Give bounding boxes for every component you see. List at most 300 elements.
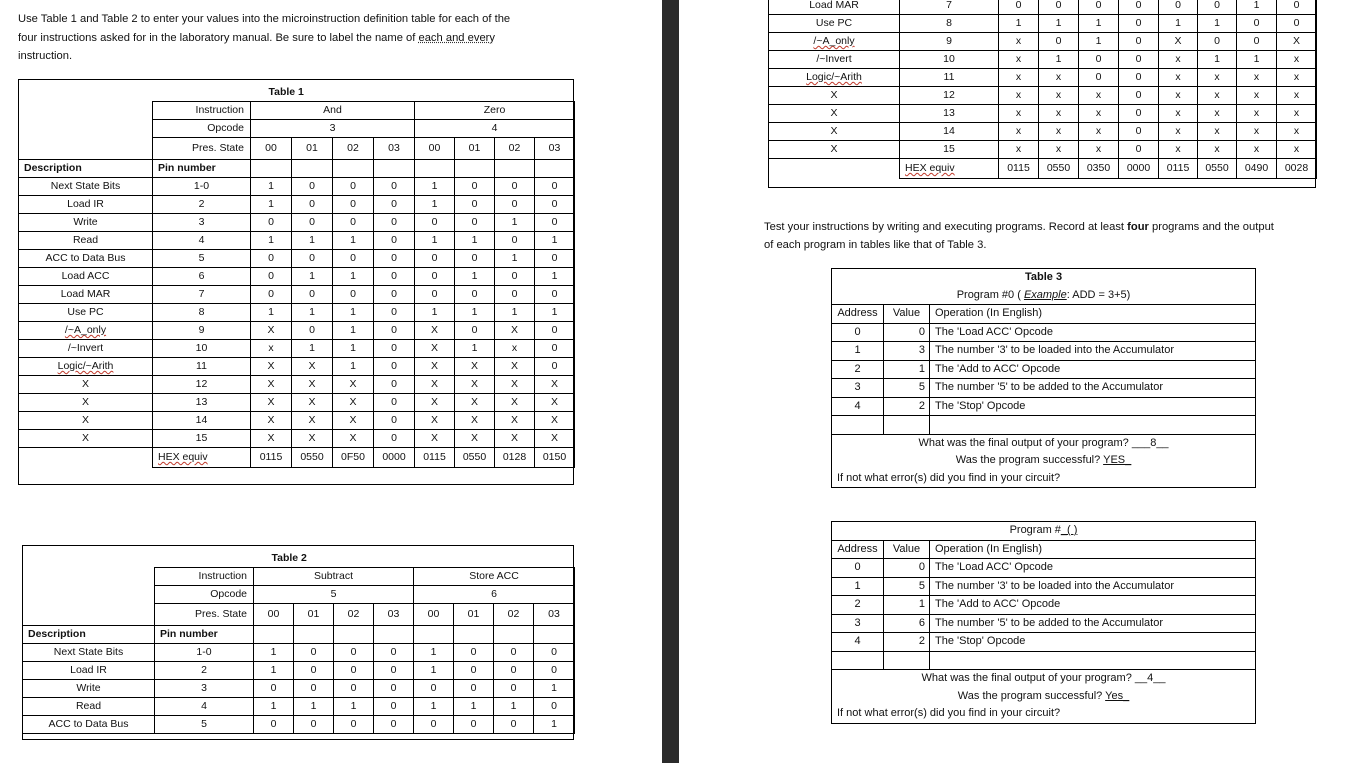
bit-value: 1 xyxy=(495,304,535,322)
hex-value: 0115 xyxy=(251,448,292,468)
bit-value: 0 xyxy=(454,680,494,698)
bit-value: 0 xyxy=(292,196,333,214)
bit-value: 0 xyxy=(535,322,575,340)
bit-value: 0 xyxy=(1119,69,1159,87)
bit-value: 1 xyxy=(333,340,374,358)
bit-value: 1 xyxy=(455,268,495,286)
bit-value: 0 xyxy=(495,268,535,286)
empty-cell xyxy=(374,160,415,178)
output-answer: ___8__ xyxy=(1131,436,1169,449)
program-title-row xyxy=(832,287,1256,305)
error-question: If not what error(s) did you find in your circuit? xyxy=(832,705,1256,723)
pin-number: 1-0 xyxy=(153,178,251,196)
bit-value: 1 xyxy=(333,358,374,376)
bit-value: x xyxy=(1159,87,1198,105)
instruction-name: And xyxy=(251,102,415,120)
bit-value: 0 xyxy=(455,214,495,232)
value-cell: 5 xyxy=(884,577,930,596)
bit-value: 1 xyxy=(999,15,1039,33)
table-continued xyxy=(768,0,1317,179)
bit-value: x xyxy=(999,87,1039,105)
bit-value: 0 xyxy=(334,662,374,680)
hex-value: 0550 xyxy=(455,448,495,468)
state-value: 02 xyxy=(495,138,535,160)
row-description-text: X xyxy=(81,432,89,444)
table-cell xyxy=(19,102,153,120)
hex-value: 0550 xyxy=(292,448,333,468)
program-table-2 xyxy=(831,521,1256,724)
bit-value: 0 xyxy=(374,394,415,412)
bit-value: x xyxy=(1198,105,1237,123)
empty-cell xyxy=(535,160,575,178)
bit-value: 1 xyxy=(1198,15,1237,33)
bit-value: X xyxy=(495,394,535,412)
program-row xyxy=(832,360,1256,379)
row-description-text: X xyxy=(830,89,838,101)
pin-number: 11 xyxy=(153,358,251,376)
table-cell xyxy=(19,84,153,102)
state-value: 01 xyxy=(292,138,333,160)
row-description xyxy=(19,250,153,268)
bit-value: 0 xyxy=(1119,141,1159,159)
intro-line-1: Use Table 1 and Table 2 to enter your values into the microinstruction definition table for each of the xyxy=(18,13,511,25)
bit-value: 0 xyxy=(334,644,374,662)
value-cell: 0 xyxy=(884,559,930,578)
bit-value: 1 xyxy=(455,304,495,322)
bit-value: 0 xyxy=(535,196,575,214)
bit-value: X xyxy=(333,394,374,412)
instruction-row xyxy=(23,568,575,586)
value-cell: 3 xyxy=(884,342,930,361)
bit-value: X xyxy=(415,358,455,376)
bit-value: 0 xyxy=(374,430,415,448)
table-cell xyxy=(155,550,254,568)
bit-value: 0 xyxy=(455,178,495,196)
bit-value: x xyxy=(1237,69,1277,87)
bit-value: 1 xyxy=(455,232,495,250)
bit-value: 0 xyxy=(415,268,455,286)
row-description-text: ACC to Data Bus xyxy=(48,718,129,730)
output-row xyxy=(832,434,1256,452)
bit-value: x xyxy=(1039,141,1079,159)
table-cell xyxy=(19,138,153,160)
bit-value: 0 xyxy=(251,214,292,232)
blank-row xyxy=(832,416,1256,435)
bit-value: x xyxy=(999,51,1039,69)
bit-value: X xyxy=(415,376,455,394)
bit-value: 0 xyxy=(535,214,575,232)
bit-value: X xyxy=(535,430,575,448)
pin-number: 6 xyxy=(153,268,251,286)
row-description xyxy=(19,304,153,322)
bit-value: 0 xyxy=(254,716,294,734)
table-cell xyxy=(23,568,155,586)
table-row xyxy=(19,412,575,430)
empty-cell xyxy=(254,626,294,644)
intro-paragraph xyxy=(18,10,578,66)
bit-value: X xyxy=(495,376,535,394)
row-description xyxy=(769,141,900,159)
bit-value: x xyxy=(999,33,1039,51)
bit-value: 0 xyxy=(254,680,294,698)
state-value: 00 xyxy=(415,138,455,160)
bit-value: 1 xyxy=(1079,15,1119,33)
table1 xyxy=(18,84,575,468)
instruction-row xyxy=(19,102,575,120)
row-description-text: Next State Bits xyxy=(50,180,121,192)
table-row xyxy=(23,662,575,680)
bit-value: 0 xyxy=(415,214,455,232)
bit-value: 1 xyxy=(251,232,292,250)
bit-value: X xyxy=(292,376,333,394)
bit-value: x xyxy=(1039,123,1079,141)
bit-value: 0 xyxy=(495,232,535,250)
pin-number: 8 xyxy=(900,15,999,33)
pin-number: 9 xyxy=(900,33,999,51)
bit-value: x xyxy=(1079,105,1119,123)
bit-value: 1 xyxy=(1159,15,1198,33)
bit-value: 1 xyxy=(294,698,334,716)
state-value: 02 xyxy=(333,138,374,160)
bit-value: 1 xyxy=(535,268,575,286)
success-question-text: Was the program successful? xyxy=(957,689,1106,702)
bit-value: x xyxy=(251,340,292,358)
para-line-2: of each program in tables like that of Table 3. xyxy=(764,239,987,251)
success-question xyxy=(832,688,1256,706)
bit-value: 1 xyxy=(334,698,374,716)
address-cell: 1 xyxy=(832,577,884,596)
row-description xyxy=(19,376,153,394)
bit-value: X xyxy=(455,394,495,412)
empty-cell xyxy=(534,626,575,644)
table-title-row xyxy=(19,84,575,102)
bit-value: x xyxy=(1198,141,1237,159)
error-row xyxy=(832,470,1256,488)
table-row xyxy=(19,340,575,358)
bit-value: 0 xyxy=(415,286,455,304)
bit-value: 0 xyxy=(374,716,414,734)
table-row xyxy=(19,178,575,196)
bit-value: x xyxy=(999,123,1039,141)
empty-cell xyxy=(884,651,930,670)
row-description-text: Read xyxy=(75,700,102,712)
table-cell xyxy=(153,84,251,102)
bit-value: x xyxy=(1277,105,1317,123)
bit-value: 0 xyxy=(1079,51,1119,69)
bit-value: 0 xyxy=(374,412,415,430)
bit-value: X xyxy=(415,430,455,448)
program-title-pre: Program # xyxy=(1009,524,1061,536)
state-value: 03 xyxy=(535,138,575,160)
bit-value: x xyxy=(1237,87,1277,105)
bit-value: 0 xyxy=(374,662,414,680)
address-cell: 4 xyxy=(832,397,884,416)
empty-cell xyxy=(292,160,333,178)
row-description xyxy=(23,644,155,662)
bit-value: 1 xyxy=(292,304,333,322)
bit-value: 0 xyxy=(1079,0,1119,15)
table-row xyxy=(19,304,575,322)
bit-value: 0 xyxy=(535,286,575,304)
intro-line-2-text: four instructions asked for in the laboratory manual. Be sure to label the name of xyxy=(18,31,419,44)
table-cell xyxy=(23,604,155,626)
bit-value: x xyxy=(1198,87,1237,105)
description-header: Description xyxy=(23,626,155,644)
table-row xyxy=(19,286,575,304)
bit-value: x xyxy=(1079,123,1119,141)
left-page xyxy=(0,0,662,763)
row-description xyxy=(769,51,900,69)
output-answer: __4__ xyxy=(1134,672,1166,684)
output-question xyxy=(832,670,1256,688)
bit-value: x xyxy=(1079,141,1119,159)
pin-number: 12 xyxy=(900,87,999,105)
program-row xyxy=(832,342,1256,361)
bit-value: 1 xyxy=(333,268,374,286)
program-row xyxy=(832,379,1256,398)
state-label: Pres. State xyxy=(153,138,251,160)
hex-row xyxy=(769,159,1317,179)
bit-value: X xyxy=(251,358,292,376)
value-cell: 1 xyxy=(884,360,930,379)
hex-value: 0F50 xyxy=(333,448,374,468)
success-question-text: Was the program successful? xyxy=(955,454,1104,466)
bit-value: 0 xyxy=(454,644,494,662)
hex-label xyxy=(900,159,999,179)
row-description-text: Load ACC xyxy=(61,270,110,282)
bit-value: 0 xyxy=(1119,87,1159,105)
instruction-name: Subtract xyxy=(254,568,414,586)
opcode-value: 3 xyxy=(251,120,415,138)
bit-value: 1 xyxy=(1237,51,1277,69)
opcode-row xyxy=(23,586,575,604)
opcode-row xyxy=(19,120,575,138)
bit-value: x xyxy=(1277,141,1317,159)
pin-number: 2 xyxy=(155,662,254,680)
bit-value: x xyxy=(999,69,1039,87)
row-description-text: Use PC xyxy=(67,306,104,318)
bit-value: 1 xyxy=(251,196,292,214)
operation-header: Operation (In English) xyxy=(930,305,1256,324)
error-row xyxy=(832,705,1256,723)
bit-value: 0 xyxy=(374,232,415,250)
bit-value: 0 xyxy=(292,250,333,268)
program-title-blank: _( ) xyxy=(1060,524,1078,536)
blank-row xyxy=(832,651,1256,670)
bit-value: 1 xyxy=(333,322,374,340)
bit-value: X xyxy=(292,430,333,448)
hex-value: 0000 xyxy=(374,448,415,468)
bit-value: 1 xyxy=(534,716,575,734)
bit-value: 0 xyxy=(495,196,535,214)
empty-cell xyxy=(251,160,292,178)
operation-cell: The 'Load ACC' Opcode xyxy=(930,559,1256,578)
bit-value: 0 xyxy=(1277,15,1317,33)
bit-value: X xyxy=(455,430,495,448)
bit-value: 0 xyxy=(999,0,1039,15)
pin-number: 10 xyxy=(900,51,999,69)
pin-number: 9 xyxy=(153,322,251,340)
row-description xyxy=(19,412,153,430)
program-row xyxy=(832,323,1256,342)
table-cell xyxy=(769,159,900,179)
state-value: 03 xyxy=(374,138,415,160)
table-row xyxy=(769,33,1317,51)
pin-number: 14 xyxy=(153,412,251,430)
state-row xyxy=(23,604,575,626)
row-description-text: Load MAR xyxy=(809,0,859,11)
pin-number: 15 xyxy=(153,430,251,448)
bit-value: 0 xyxy=(1159,0,1198,15)
bit-value: x xyxy=(1277,51,1317,69)
hex-value: 0115 xyxy=(1159,159,1198,179)
operation-cell: The number '5' to be added to the Accumulator xyxy=(930,614,1256,633)
state-row xyxy=(19,138,575,160)
table-title-row xyxy=(832,269,1256,287)
operation-cell: The 'Stop' Opcode xyxy=(930,633,1256,652)
empty-cell xyxy=(454,626,494,644)
operation-cell: The number '5' to be added to the Accumulator xyxy=(930,379,1256,398)
empty-cell xyxy=(832,651,884,670)
pin-number: 15 xyxy=(900,141,999,159)
address-cell: 3 xyxy=(832,614,884,633)
bit-value: 0 xyxy=(1237,15,1277,33)
bit-value: x xyxy=(1237,123,1277,141)
bit-value: x xyxy=(1237,105,1277,123)
row-description xyxy=(19,430,153,448)
table-title: Table 2 xyxy=(271,552,307,564)
state-value: 01 xyxy=(454,604,494,626)
bit-value: 0 xyxy=(374,214,415,232)
pin-number: 4 xyxy=(153,232,251,250)
value-cell: 6 xyxy=(884,614,930,633)
bit-value: 1 xyxy=(1237,0,1277,15)
bit-value: 0 xyxy=(455,250,495,268)
bit-value: 1 xyxy=(333,232,374,250)
bit-value: 0 xyxy=(292,178,333,196)
table-row xyxy=(19,322,575,340)
page-gap xyxy=(662,0,679,763)
table-row xyxy=(23,716,575,734)
bit-value: 0 xyxy=(455,322,495,340)
hex-value: 0128 xyxy=(495,448,535,468)
program-row xyxy=(832,559,1256,578)
success-row xyxy=(832,688,1256,706)
error-question: If not what error(s) did you find in your circuit? xyxy=(832,470,1256,488)
pin-header: Pin number xyxy=(153,160,251,178)
address-cell: 2 xyxy=(832,360,884,379)
hex-label xyxy=(153,448,251,468)
opcode-label: Opcode xyxy=(153,120,251,138)
table-row xyxy=(23,698,575,716)
row-description-text: X xyxy=(81,396,89,408)
row-description-text: X xyxy=(81,378,89,390)
bit-value: X xyxy=(415,322,455,340)
value-header: Value xyxy=(884,305,930,324)
bit-value: X xyxy=(495,430,535,448)
row-description xyxy=(769,0,900,15)
bit-value: 0 xyxy=(333,178,374,196)
bit-value: 1 xyxy=(254,698,294,716)
table-row xyxy=(769,69,1317,87)
bit-value: 1 xyxy=(455,340,495,358)
program-row xyxy=(832,577,1256,596)
bit-value: x xyxy=(999,141,1039,159)
bit-value: 0 xyxy=(333,286,374,304)
row-description-text: Write xyxy=(73,216,98,228)
hex-value: 0490 xyxy=(1237,159,1277,179)
pin-number: 1-0 xyxy=(155,644,254,662)
bit-value: 0 xyxy=(333,250,374,268)
bit-value: x xyxy=(1277,123,1317,141)
empty-cell xyxy=(333,160,374,178)
column-header-row xyxy=(832,540,1256,559)
output-question xyxy=(832,434,1256,452)
intro-line-3: instruction. xyxy=(18,50,73,62)
instruction-name: Zero xyxy=(415,102,575,120)
operation-cell: The number '3' to be loaded into the Accumulator xyxy=(930,577,1256,596)
bit-value: 1 xyxy=(534,680,575,698)
bit-value: 1 xyxy=(1039,15,1079,33)
pin-number: 7 xyxy=(900,0,999,15)
bit-value: X xyxy=(495,322,535,340)
row-description-text: Logic/~Arith xyxy=(57,360,114,372)
row-description xyxy=(769,87,900,105)
row-description-text: /~A_only xyxy=(64,324,107,336)
bit-value: 0 xyxy=(535,178,575,196)
bit-value: X xyxy=(333,430,374,448)
bit-value: X xyxy=(1159,33,1198,51)
table-row xyxy=(769,123,1317,141)
row-description xyxy=(19,196,153,214)
operation-header: Operation (In English) xyxy=(930,540,1256,559)
row-description xyxy=(19,178,153,196)
bit-value: 0 xyxy=(294,662,334,680)
bit-value: 0 xyxy=(1119,123,1159,141)
bit-value: x xyxy=(1159,123,1198,141)
bit-value: 1 xyxy=(495,214,535,232)
bit-value: 0 xyxy=(334,716,374,734)
table-row xyxy=(19,250,575,268)
bit-value: x xyxy=(495,340,535,358)
bit-value: 0 xyxy=(1198,0,1237,15)
row-description-text: Load IR xyxy=(67,198,104,210)
bit-value: 0 xyxy=(292,322,333,340)
bit-value: 0 xyxy=(374,286,415,304)
bit-value: 1 xyxy=(454,698,494,716)
value-cell: 2 xyxy=(884,397,930,416)
row-description xyxy=(23,680,155,698)
intro-line-2-emphasis: each and every xyxy=(418,31,495,44)
bit-value: X xyxy=(495,358,535,376)
bit-value: x xyxy=(1039,87,1079,105)
bit-value: 0 xyxy=(374,322,415,340)
bit-value: X xyxy=(251,430,292,448)
bit-value: 0 xyxy=(251,250,292,268)
table-row xyxy=(769,105,1317,123)
bit-value: 0 xyxy=(495,178,535,196)
bit-value: X xyxy=(535,376,575,394)
bit-value: 0 xyxy=(333,214,374,232)
pin-number: 5 xyxy=(153,250,251,268)
bit-value: 0 xyxy=(1277,0,1317,15)
row-description-text: /~Invert xyxy=(816,53,852,65)
bit-value: x xyxy=(1039,105,1079,123)
bit-value: 1 xyxy=(333,304,374,322)
address-header: Address xyxy=(832,305,884,324)
bit-value: X xyxy=(415,340,455,358)
table-row xyxy=(19,232,575,250)
